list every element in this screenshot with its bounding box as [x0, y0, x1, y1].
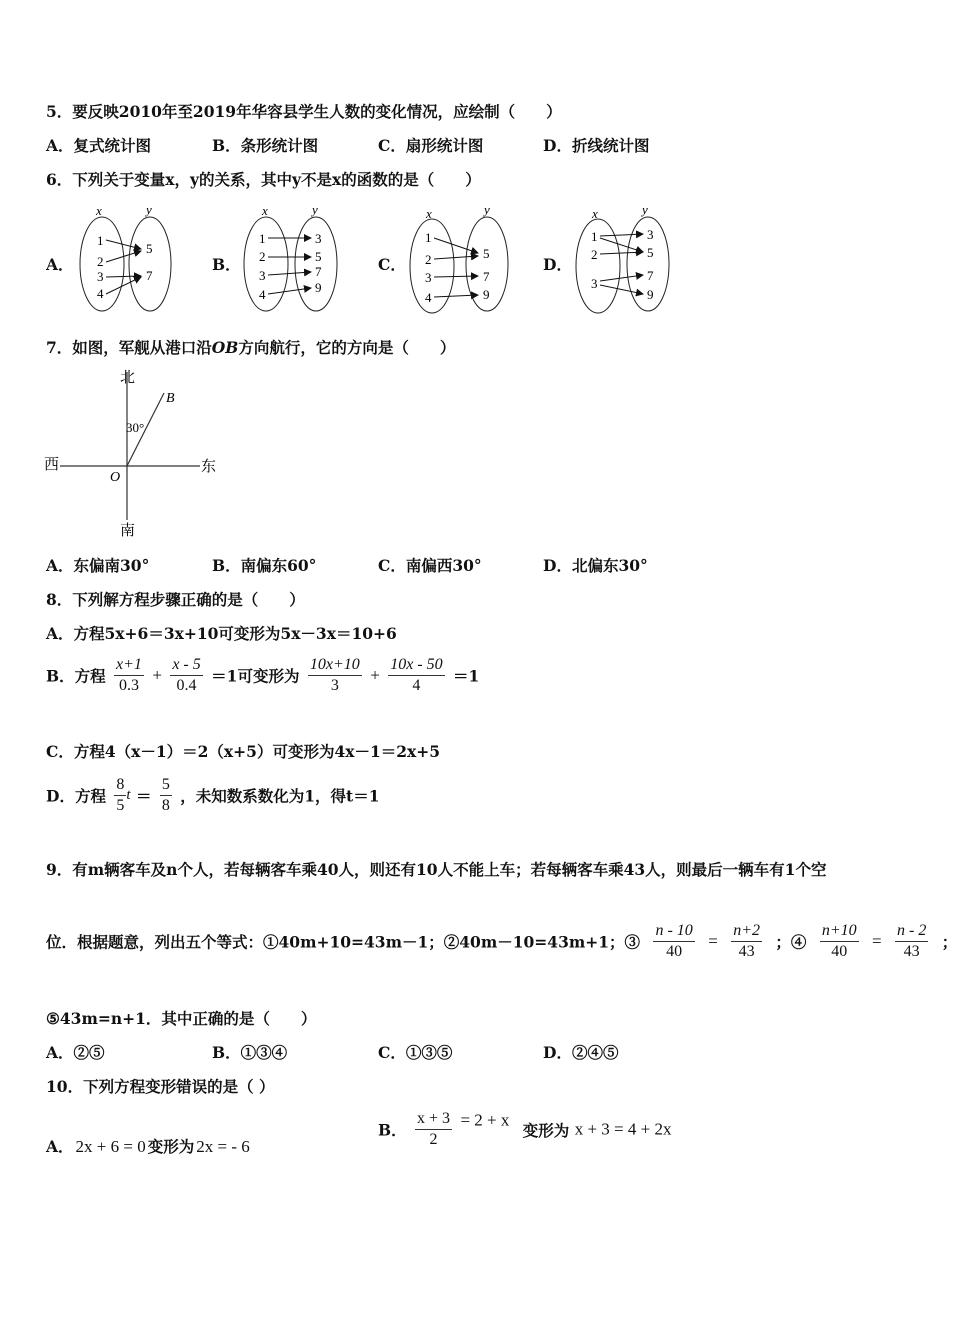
q6c-x3: 3 — [425, 270, 432, 285]
q9-eq3-frac-1: $\frac{n - 10}{40}$ — [655, 922, 693, 960]
q5-stem: 5．要反映2010年至2019年华容县学生人数的变化情况，应绘制（ ） — [46, 102, 562, 121]
q8d-frac-2: $\frac{5}{8}$ — [161, 776, 170, 814]
q9-eq4-frac-1: $\frac{n+10}{40}$ — [821, 922, 857, 960]
q6d-x-label: x — [592, 206, 598, 221]
q6c-y1: 5 — [483, 246, 490, 261]
q6a-y-label: y — [146, 202, 152, 217]
q8-stem: 8．下列解方程步骤正确的是（ ） — [46, 590, 305, 609]
q6b-y3: 7 — [315, 264, 322, 279]
q6-diagram-c — [410, 202, 508, 313]
q5-option-a: A．复式统计图 — [46, 136, 152, 155]
q9-eq4-frac-2: $\frac{n - 2}{43}$ — [897, 922, 927, 960]
q6a-y2: 7 — [146, 268, 153, 283]
q6d-y-label: y — [642, 202, 648, 217]
compass-angle: 30° — [126, 420, 145, 435]
q6-label-c: C． — [378, 255, 406, 274]
q6-diagram-a — [80, 202, 171, 311]
q5-option-c: C．扇形统计图 — [378, 136, 484, 155]
q6d-y4: 9 — [647, 287, 654, 302]
q6d-x3: 3 — [591, 276, 598, 291]
q6b-x3: 3 — [259, 268, 266, 283]
q8-option-b: B．方程 $\frac{x+1}{0.3}$ + $\frac{x - 5}{0.4}$ ＝1可变形为 $\frac{10x+10}{3}$ + $\frac{10x - 50}{4}$ ＝1 — [46, 656, 480, 694]
q9-option-b: B．①③④ — [212, 1043, 288, 1062]
q10b-frac: $\frac{x + 3}{2}$ — [417, 1110, 451, 1148]
q6c-x-label: x — [426, 206, 432, 221]
q6c-y2: 7 — [483, 269, 490, 284]
q7-stem: 7．如图，军舰从港口沿OB方向航行，它的方向是（ ） — [46, 338, 456, 357]
q6c-x4: 4 — [425, 290, 432, 305]
q6a-x1: 1 — [97, 233, 104, 248]
compass-point-b: B — [166, 391, 175, 406]
q8b-frac-2: $\frac{x - 5}{0.4}$ — [172, 656, 201, 694]
q6c-y3: 9 — [483, 287, 490, 302]
q6d-y1: 3 — [647, 227, 654, 242]
q6a-x-label: x — [96, 203, 102, 218]
q6c-x1: 1 — [425, 230, 432, 245]
q9-stem-line-2: 位．根据题意，列出五个等式：①40m+10=43m－1；②40m－10=43m+1；③ $\frac{n - 10}{40}$ = $\frac{n+2}{43}$ ；④ $\frac{n+10}{40}$ = $\frac{n - 2}{43}$ ； — [46, 922, 957, 960]
q7-option-c: C．南偏西30° — [378, 556, 482, 575]
q8-option-d: D．方程 $\frac{8}{5}$ t ＝ $\frac{5}{8}$ ，未知数系数化为1，得t＝1 — [46, 776, 380, 814]
q7-option-a: A．东偏南30° — [46, 556, 150, 575]
q9-stem-line-1: 9．有m辆客车及n个人，若每辆客车乘40人，则还有10人不能上车；若每辆客车乘43人，则最后一辆车有1个空 — [46, 860, 827, 879]
q6b-y2: 5 — [315, 249, 322, 264]
q8-option-c: C．方程4（x－1）＝2（x+5）可变形为4x－1＝2x+5 — [46, 742, 441, 761]
q6a-x4: 4 — [97, 286, 104, 301]
q6d-y2: 5 — [647, 245, 654, 260]
q9-eq3-frac-2: $\frac{n+2}{43}$ — [733, 922, 760, 960]
q9-option-a: A．②⑤ — [46, 1043, 105, 1062]
q6-label-b: B． — [212, 255, 241, 274]
q6d-y3: 7 — [647, 268, 654, 283]
q7-compass-diagram — [40, 360, 240, 545]
q6-diagram-b — [244, 202, 337, 311]
q6-mapping-diagrams — [0, 0, 950, 330]
q6b-x-label: x — [262, 203, 268, 218]
q6b-x1: 1 — [259, 231, 266, 246]
q6-label-a: A． — [46, 255, 74, 274]
q6c-y-label: y — [484, 202, 490, 217]
q7-option-b: B．南偏东60° — [212, 556, 317, 575]
compass-origin: O — [110, 470, 121, 485]
q6c-x2: 2 — [425, 252, 432, 267]
q6b-x2: 2 — [259, 249, 266, 264]
q8b-frac-1: $\frac{x+1}{0.3}$ — [116, 656, 142, 694]
q6b-y1: 3 — [315, 231, 322, 246]
q10-stem: 10．下列方程变形错误的是（ ） — [46, 1077, 275, 1096]
q8d-frac-1: $\frac{8}{5}$ — [116, 776, 125, 814]
compass-east: 东 — [201, 459, 217, 475]
q10-option-b: B． $\frac{x + 3}{2}$ = 2 + x 变形为 x + 3 = 4 + 2x — [378, 1110, 672, 1148]
q10-option-a: A． 2x + 6 = 0 变形为 2x = - 6 — [46, 1137, 250, 1156]
q5-option-b: B．条形统计图 — [212, 136, 319, 155]
q6d-x2: 2 — [591, 247, 598, 262]
q6b-x4: 4 — [259, 287, 266, 302]
q5-option-d: D．折线统计图 — [543, 136, 650, 155]
q6b-y4: 9 — [315, 280, 322, 295]
q6-label-d: D． — [543, 255, 572, 274]
q6-stem: 6．下列关于变量x，y的关系，其中y不是x的函数的是（ ） — [46, 170, 481, 189]
q6-diagram-d — [576, 202, 669, 313]
q6d-x1: 1 — [591, 229, 598, 244]
q9-option-d: D．②④⑤ — [543, 1043, 619, 1062]
q7-option-d: D．北偏东30° — [543, 556, 648, 575]
q8-option-a: A．方程5x+6＝3x+10可变形为5x－3x＝10+6 — [46, 624, 397, 643]
q6a-x2: 2 — [97, 254, 104, 269]
compass-west: 西 — [44, 457, 60, 473]
q8b-frac-3: $\frac{10x+10}{3}$ — [309, 656, 360, 694]
q6a-x3: 3 — [97, 269, 104, 284]
q9-option-c: C．①③⑤ — [378, 1043, 453, 1062]
q6b-y-label: y — [312, 202, 318, 217]
compass-north: 北 — [120, 370, 136, 386]
compass-south: 南 — [120, 523, 136, 539]
q9-stem-line-3: ⑤43m=n+1．其中正确的是（ ） — [46, 1009, 317, 1028]
q6a-y1: 5 — [146, 241, 153, 256]
q8b-frac-4: $\frac{10x - 50}{4}$ — [390, 656, 443, 694]
